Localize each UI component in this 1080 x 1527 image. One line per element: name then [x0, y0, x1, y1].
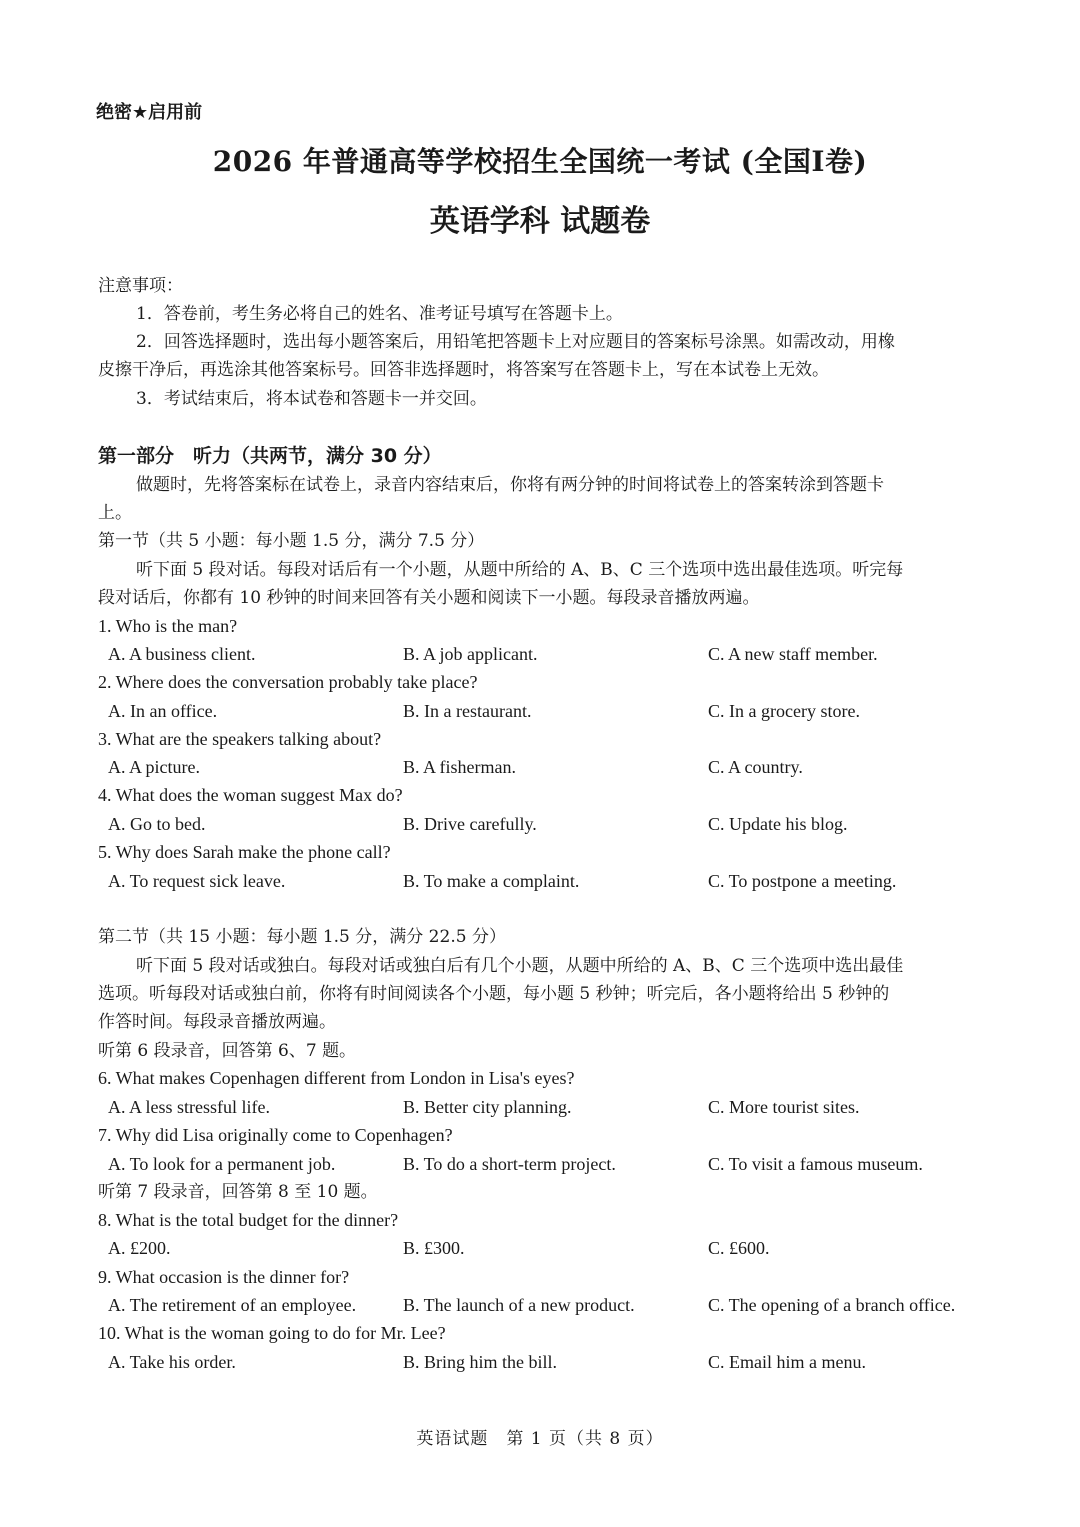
option-a: A. Take his order. — [108, 1352, 236, 1372]
audio-7-label: 听第 7 段录音，回答第 8 至 10 题。 — [98, 1182, 378, 1202]
confidential-label: 绝密★启用前 — [96, 102, 203, 123]
option-b: B. To do a short-term project. — [403, 1154, 616, 1174]
option-b: B. In a restaurant. — [403, 701, 532, 721]
option-c: C. More tourist sites. — [708, 1097, 860, 1117]
option-b: B. A job applicant. — [403, 644, 538, 664]
question-text: 1. Who is the man? — [98, 616, 238, 636]
option-a: A. To look for a permanent job. — [108, 1154, 336, 1174]
option-c: C. The opening of a branch office. — [708, 1295, 956, 1315]
section2-instr-line3: 作答时间。每段录音播放两遍。 — [98, 1012, 336, 1032]
option-b: B. Drive carefully. — [403, 814, 537, 834]
note-item-2: 2．回答选择题时，选出每小题答案后，用铅笔把答题卡上对应题目的答案标号涂黑。如需改动，用橡 — [136, 332, 895, 352]
option-a: A. A business client. — [108, 644, 256, 664]
option-c: C. In a grocery store. — [708, 701, 860, 721]
exam-title: 2026 年普通高等学校招生全国统一考试 (全国I卷) — [212, 145, 868, 178]
section1-instr-line1: 听下面 5 段对话。每段对话后有一个小题，从题中所给的 A、B、C 三个选项中选出最佳选项。听完每 — [136, 560, 904, 580]
option-b: B. To make a complaint. — [403, 871, 580, 891]
option-b: B. Better city planning. — [403, 1097, 572, 1117]
option-c: C. To visit a famous museum. — [708, 1154, 923, 1174]
page-footer: 英语试题 第 1 页（共 8 页） — [416, 1429, 664, 1449]
notes-heading: 注意事项： — [98, 276, 183, 296]
option-c: C. To postpone a meeting. — [708, 871, 897, 891]
section2-instr-line2: 选项。听每段对话或独白前，你将有时间阅读各个小题，每小题 5 秒钟；听完后，各小题将给出 5 秒钟的 — [98, 984, 890, 1004]
option-a: A. A less stressful life. — [108, 1097, 270, 1117]
note-item-1: 1．答卷前，考生务必将自己的姓名、准考证号填写在答题卡上。 — [136, 304, 623, 324]
question-text: 10. What is the woman going to do for Mr. Lee? — [98, 1323, 446, 1343]
exam-subtitle: 英语学科 试题卷 — [429, 204, 651, 239]
section2-heading: 第二节（共 15 小题：每小题 1.5 分，满分 22.5 分） — [98, 927, 506, 947]
question-text: 6. What makes Copenhagen different from London in Lisa's eyes? — [98, 1068, 575, 1088]
part1-intro-line2: 上。 — [98, 503, 132, 523]
option-b: B. £300. — [403, 1238, 465, 1258]
part1-heading: 第一部分 听力（共两节，满分 30 分） — [98, 445, 442, 467]
question-text: 9. What occasion is the dinner for? — [98, 1267, 350, 1287]
question-text: 5. Why does Sarah make the phone call? — [98, 842, 391, 862]
option-a: A. The retirement of an employee. — [108, 1295, 357, 1315]
option-c: C. Email him a menu. — [708, 1352, 866, 1372]
option-a: A. To request sick leave. — [108, 871, 286, 891]
option-a: A. A picture. — [108, 757, 200, 777]
section1-instr-line2: 段对话后，你都有 10 秒钟的时间来回答有关小题和阅读下一小题。每段录音播放两遍。 — [98, 588, 760, 608]
option-a: A. In an office. — [108, 701, 218, 721]
option-b: B. Bring him the bill. — [403, 1352, 558, 1372]
section1-heading: 第一节（共 5 小题：每小题 1.5 分，满分 7.5 分） — [98, 531, 485, 551]
option-a: A. £200. — [108, 1238, 171, 1258]
option-b: B. A fisherman. — [403, 757, 516, 777]
option-b: B. The launch of a new product. — [403, 1295, 635, 1315]
option-c: C. A new staff member. — [708, 644, 878, 664]
question-text: 3. What are the speakers talking about? — [98, 729, 382, 749]
audio-6-label: 听第 6 段录音，回答第 6、7 题。 — [98, 1041, 357, 1061]
note-item-3: 3．考试结束后，将本试卷和答题卡一并交回。 — [136, 389, 487, 409]
option-a: A. Go to bed. — [108, 814, 206, 834]
question-text: 8. What is the total budget for the dinner? — [98, 1210, 399, 1230]
question-text: 7. Why did Lisa originally come to Copenhagen? — [98, 1125, 453, 1145]
question-text: 4. What does the woman suggest Max do? — [98, 785, 403, 805]
option-c: C. Update his blog. — [708, 814, 848, 834]
section2-instr-line1: 听下面 5 段对话或独白。每段对话或独白后有几个小题，从题中所给的 A、B、C 三个选项中选出最佳 — [136, 956, 904, 976]
question-text: 2. Where does the conversation probably take place? — [98, 672, 478, 692]
option-c: C. £600. — [708, 1238, 770, 1258]
note-item-2-cont: 皮擦干净后，再选涂其他答案标号。回答非选择题时，将答案写在答题卡上，写在本试卷上无效。 — [98, 360, 829, 380]
option-c: C. A country. — [708, 757, 803, 777]
part1-intro-line1: 做题时，先将答案标在试卷上，录音内容结束后，你将有两分钟的时间将试卷上的答案转涂到答题卡 — [136, 475, 884, 495]
